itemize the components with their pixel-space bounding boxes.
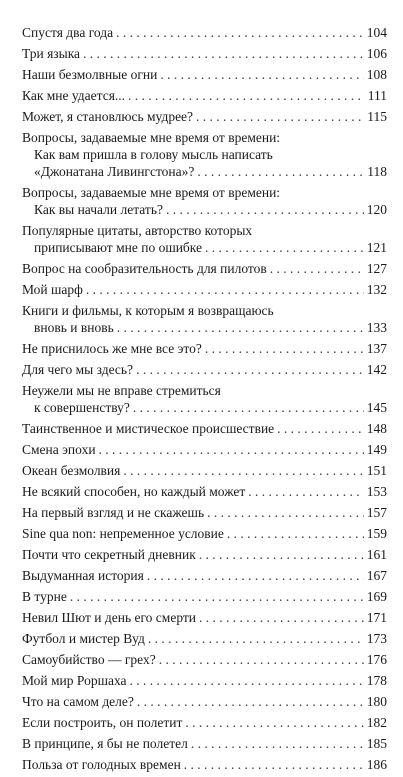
toc-entry-line xyxy=(22,66,387,83)
toc-entry-line xyxy=(22,567,387,584)
toc-entry xyxy=(22,714,387,731)
toc-entry-title: Не приснилось же мне все это? xyxy=(22,341,202,356)
toc-entry-line xyxy=(22,546,387,563)
toc-entry-line xyxy=(22,382,387,399)
toc-entry-line xyxy=(22,399,387,416)
toc-entry-line xyxy=(22,756,387,773)
dot-leader xyxy=(147,567,364,584)
toc-entry xyxy=(22,651,387,668)
toc-entry-title: Мой мир Роршаха xyxy=(22,673,127,688)
dot-leader xyxy=(248,483,363,500)
toc-entry-title: Футбол и мистер Вуд xyxy=(22,631,145,646)
toc-entry-line xyxy=(22,302,387,319)
toc-entry-line xyxy=(22,588,387,605)
toc-page-number: 108 xyxy=(366,67,387,82)
toc-entry xyxy=(22,87,387,104)
toc-entry-title: Три языка xyxy=(22,46,81,61)
toc-page-number: 142 xyxy=(366,362,387,377)
toc-entry xyxy=(22,260,387,277)
toc-page-number: 178 xyxy=(366,673,387,688)
toc-entry-title: Самоубийство — грех? xyxy=(22,652,156,667)
toc-page-number: 171 xyxy=(366,610,387,625)
toc-entry-title: Если построить, он полетит xyxy=(22,715,183,730)
toc-entry xyxy=(22,693,387,710)
toc-entry-title: Мой шарф xyxy=(22,282,83,297)
toc-entry-line xyxy=(22,281,387,298)
toc-entry-title: Как вы начали летать? xyxy=(34,202,163,217)
toc-page-number: 180 xyxy=(366,694,387,709)
toc-page-number: 115 xyxy=(367,109,387,124)
toc-entry-title: Книги и фильмы, к которым я возвращаюсь xyxy=(22,303,274,318)
toc-entry xyxy=(22,609,387,626)
dot-leader xyxy=(70,588,364,605)
toc-entry-line xyxy=(22,651,387,668)
toc-entry xyxy=(22,504,387,521)
toc-page-number: 176 xyxy=(366,652,387,667)
dot-leader xyxy=(130,672,364,689)
toc-entry xyxy=(22,184,387,218)
toc-entry-line xyxy=(22,184,387,201)
toc-entry xyxy=(22,361,387,378)
dot-leader xyxy=(191,735,364,752)
toc-entry-title: приписывают мне по ошибке xyxy=(34,240,203,255)
toc-entry-line xyxy=(22,340,387,357)
toc-page-number: 118 xyxy=(367,164,387,179)
toc-entry xyxy=(22,45,387,62)
toc-entry xyxy=(22,420,387,437)
dot-leader xyxy=(205,239,364,256)
dot-leader xyxy=(137,693,364,710)
dot-leader xyxy=(197,163,364,180)
dot-leader xyxy=(159,651,364,668)
toc-entry-title: На первый взгляд и не скажешь xyxy=(22,505,205,520)
toc-page-number: 185 xyxy=(366,736,387,751)
toc-entry xyxy=(22,302,387,336)
toc-entry-line xyxy=(22,714,387,731)
toc-entry xyxy=(22,441,387,458)
toc-entry xyxy=(22,525,387,542)
toc-page-number: 120 xyxy=(366,202,387,217)
toc-page-number: 149 xyxy=(366,442,387,457)
toc-page-number: 161 xyxy=(366,547,387,562)
toc-page-number: 106 xyxy=(366,46,387,61)
dot-leader xyxy=(207,504,364,521)
dot-leader xyxy=(99,441,364,458)
toc-page-number: 173 xyxy=(366,631,387,646)
toc-page-number: 132 xyxy=(366,282,387,297)
toc-entry xyxy=(22,483,387,500)
dot-leader xyxy=(160,66,363,83)
dot-leader xyxy=(196,108,364,125)
toc-entry-title: Что на самом деле? xyxy=(22,694,134,709)
toc-page-number: 133 xyxy=(366,320,387,335)
toc-entry-title: Как мне удается... xyxy=(22,88,126,103)
toc-entry-line xyxy=(22,24,387,41)
dot-leader xyxy=(185,714,363,731)
toc-entry-title: Невил Шют и день его смерти xyxy=(22,610,197,625)
toc-page-number: 169 xyxy=(366,589,387,604)
toc-page-number: 127 xyxy=(366,261,387,276)
toc-entry-title: Польза от голодных времен xyxy=(22,757,181,772)
toc-entry-line xyxy=(22,319,387,336)
toc-entry xyxy=(22,24,387,41)
toc-entry-line xyxy=(22,361,387,378)
toc-entry-title: Популярные цитаты, авторство которых xyxy=(22,223,253,238)
toc-entry-line xyxy=(22,441,387,458)
toc-entry-title: Океан безмолвия xyxy=(22,463,121,478)
toc-entry xyxy=(22,546,387,563)
toc-page-number: 153 xyxy=(366,484,387,499)
toc-entry-line xyxy=(22,483,387,500)
toc-entry-line xyxy=(22,146,387,163)
toc-page-number: 151 xyxy=(366,463,387,478)
toc-entry xyxy=(22,756,387,773)
toc-page-number: 167 xyxy=(366,568,387,583)
toc-page-number: 148 xyxy=(366,421,387,436)
dot-leader xyxy=(270,260,364,277)
toc-entry xyxy=(22,462,387,479)
toc-entry xyxy=(22,630,387,647)
toc-entry-title: Вопрос на сообразительность для пилотов xyxy=(22,261,267,276)
dot-leader xyxy=(277,420,364,437)
toc-entry xyxy=(22,340,387,357)
toc-entry-line xyxy=(22,239,387,256)
toc-entry-line xyxy=(22,163,387,180)
toc-entry-title: В принципе, я бы не полетел xyxy=(22,736,188,751)
toc-entry-title: «Джонатана Ливингстона»? xyxy=(34,164,195,179)
toc-entry-line xyxy=(22,735,387,752)
toc-entry-line xyxy=(22,630,387,647)
toc-entry-line xyxy=(22,108,387,125)
dot-leader xyxy=(166,201,364,218)
toc-entry-title: вновь и вновь xyxy=(34,320,114,335)
dot-leader xyxy=(86,281,364,298)
toc-entry-line xyxy=(22,420,387,437)
toc-entry xyxy=(22,108,387,125)
toc-page-number: 145 xyxy=(366,400,387,415)
dot-leader xyxy=(133,399,364,416)
dot-leader xyxy=(184,756,364,773)
toc-entry-line xyxy=(22,201,387,218)
toc-entry xyxy=(22,281,387,298)
toc-page-number: 121 xyxy=(366,240,387,255)
dot-leader xyxy=(116,24,364,41)
toc-page-number: 159 xyxy=(366,526,387,541)
dot-leader xyxy=(205,340,364,357)
toc-entry-title: Почти что секретный дневник xyxy=(22,547,196,562)
dot-leader xyxy=(148,630,364,647)
toc-entry-title: Вопросы, задаваемые мне время от времени: xyxy=(22,130,281,145)
toc-page-number: 111 xyxy=(367,88,387,103)
toc-entry-line xyxy=(22,462,387,479)
toc-entry-line xyxy=(22,45,387,62)
dot-leader xyxy=(83,45,364,62)
toc-entry-title: Может, я становлюсь мудрее? xyxy=(22,109,194,124)
toc-page-number: 137 xyxy=(366,341,387,356)
toc-entry-line xyxy=(22,672,387,689)
toc-entry-line xyxy=(22,525,387,542)
toc-page-number: 186 xyxy=(366,757,387,772)
table-of-contents xyxy=(22,24,387,777)
toc-entry-line xyxy=(22,260,387,277)
toc-entry xyxy=(22,735,387,752)
toc-entry-title: Неужели мы не вправе стремиться xyxy=(22,383,221,398)
toc-entry xyxy=(22,129,387,180)
toc-entry-title: Выдуманная история xyxy=(22,568,144,583)
toc-entry-line xyxy=(22,129,387,146)
toc-entry xyxy=(22,588,387,605)
toc-entry-title: Не всякий способен, но каждый может xyxy=(22,484,246,499)
toc-entry-title: Для чего мы здесь? xyxy=(22,362,134,377)
toc-entry-title: В турне xyxy=(22,589,67,604)
dot-leader xyxy=(199,546,364,563)
toc-entry-line xyxy=(22,609,387,626)
toc-page-number: 157 xyxy=(366,505,387,520)
toc-entry xyxy=(22,222,387,256)
toc-entry-title: к совершенству? xyxy=(34,400,130,415)
toc-entry-line xyxy=(22,504,387,521)
dot-leader xyxy=(199,609,364,626)
dot-leader xyxy=(136,361,364,378)
toc-entry-title: Sine qua non: непременное условие xyxy=(22,526,224,541)
toc-entry-title: Вопросы, задаваемые мне время от времени: xyxy=(22,185,281,200)
toc-entry-line xyxy=(22,693,387,710)
toc-entry xyxy=(22,672,387,689)
toc-entry-title: Смена эпохи xyxy=(22,442,96,457)
toc-entry-title: Наши безмолвные огни xyxy=(22,67,158,82)
toc-entry xyxy=(22,567,387,584)
toc-entry-line xyxy=(22,222,387,239)
toc-entry-title: Спустя два года xyxy=(22,25,114,40)
toc-entry-title: Как вам пришла в голову мысль написать xyxy=(34,147,273,162)
dot-leader xyxy=(123,462,363,479)
dot-leader xyxy=(128,87,364,104)
toc-page-number: 182 xyxy=(366,715,387,730)
toc-entry-line xyxy=(22,87,387,104)
toc-entry xyxy=(22,382,387,416)
dot-leader xyxy=(117,319,364,336)
dot-leader xyxy=(227,525,364,542)
toc-entry xyxy=(22,66,387,83)
toc-page-number: 104 xyxy=(366,25,387,40)
toc-entry-title: Таинственное и мистическое происшествие xyxy=(22,421,275,436)
